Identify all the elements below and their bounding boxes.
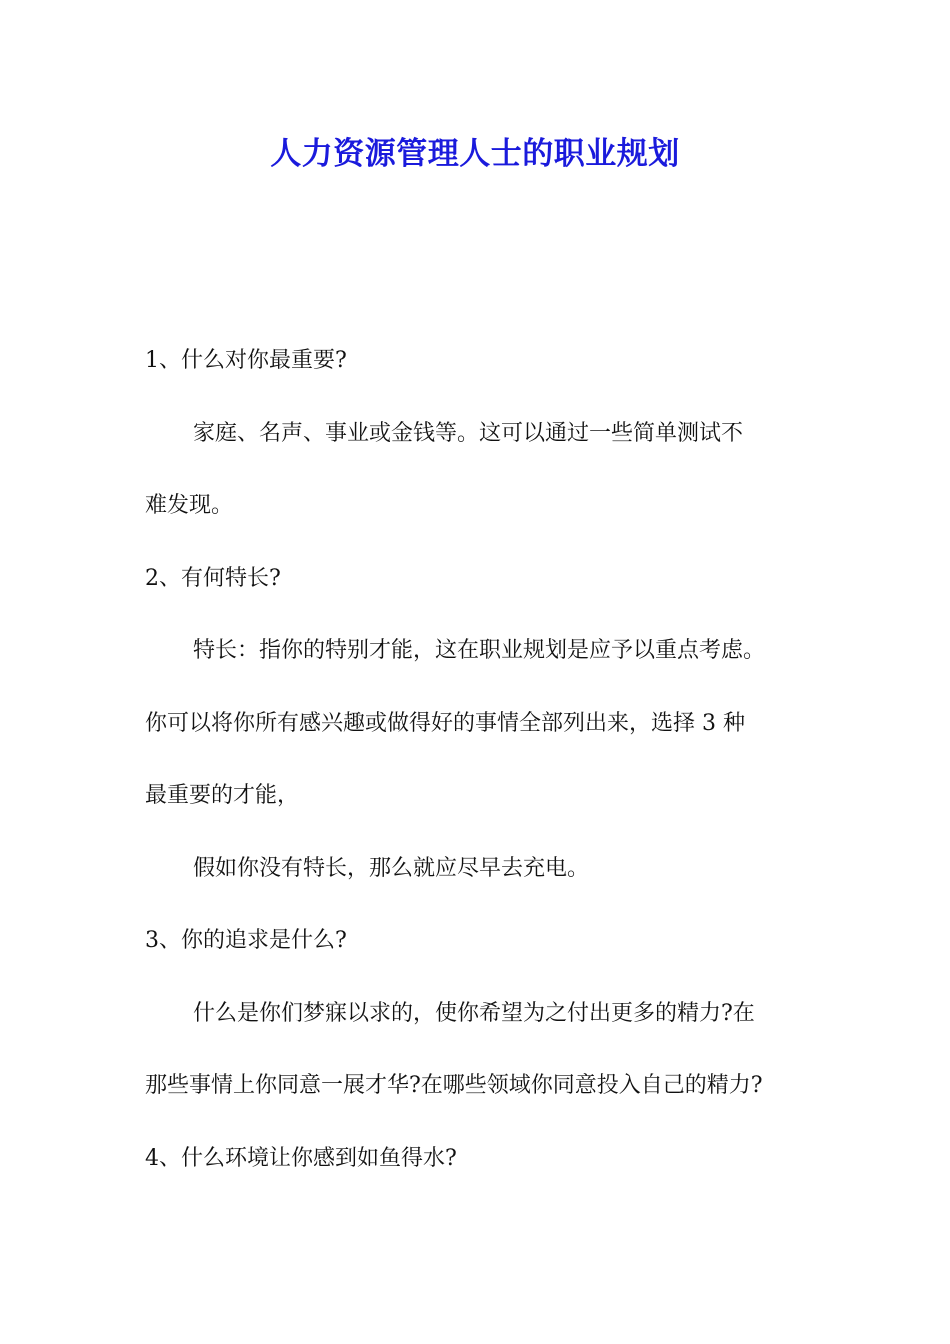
answer-2-line-1: 特长：指你的特别才能，这在职业规划是应予以重点考虑。 (193, 638, 766, 663)
answer-3-line-1: 什么是你们梦寐以求的，使你希望为之付出更多的精力?在 (193, 1000, 755, 1026)
answer-3-line-2: 那些事情上你同意一展才华?在哪些领域你同意投入自己的精力? (145, 1073, 763, 1098)
answer-1-line-1: 家庭、名声、事业或金钱等。这可以通过一些简单测试不 (193, 420, 744, 446)
answer-2-line-2: 你可以将你所有感兴趣或做得好的事情全部列出来，选择 3 种 (145, 710, 745, 736)
answer-2-line-4: 假如你没有特长，那么就应尽早去充电。 (193, 855, 590, 881)
document-title: 人力资源管理人士的职业规划 (270, 136, 680, 172)
answer-1-line-2: 难发现。 (145, 493, 234, 518)
answer-2-line-3: 最重要的才能， (145, 783, 300, 808)
question-3: 3、你的追求是什么? (145, 928, 347, 953)
question-1: 1、什么对你最重要? (145, 348, 347, 373)
question-2: 2、有何特长? (145, 565, 281, 591)
document-body (145, 325, 815, 1195)
question-4: 4、什么环境让你感到如鱼得水? (145, 1145, 457, 1171)
